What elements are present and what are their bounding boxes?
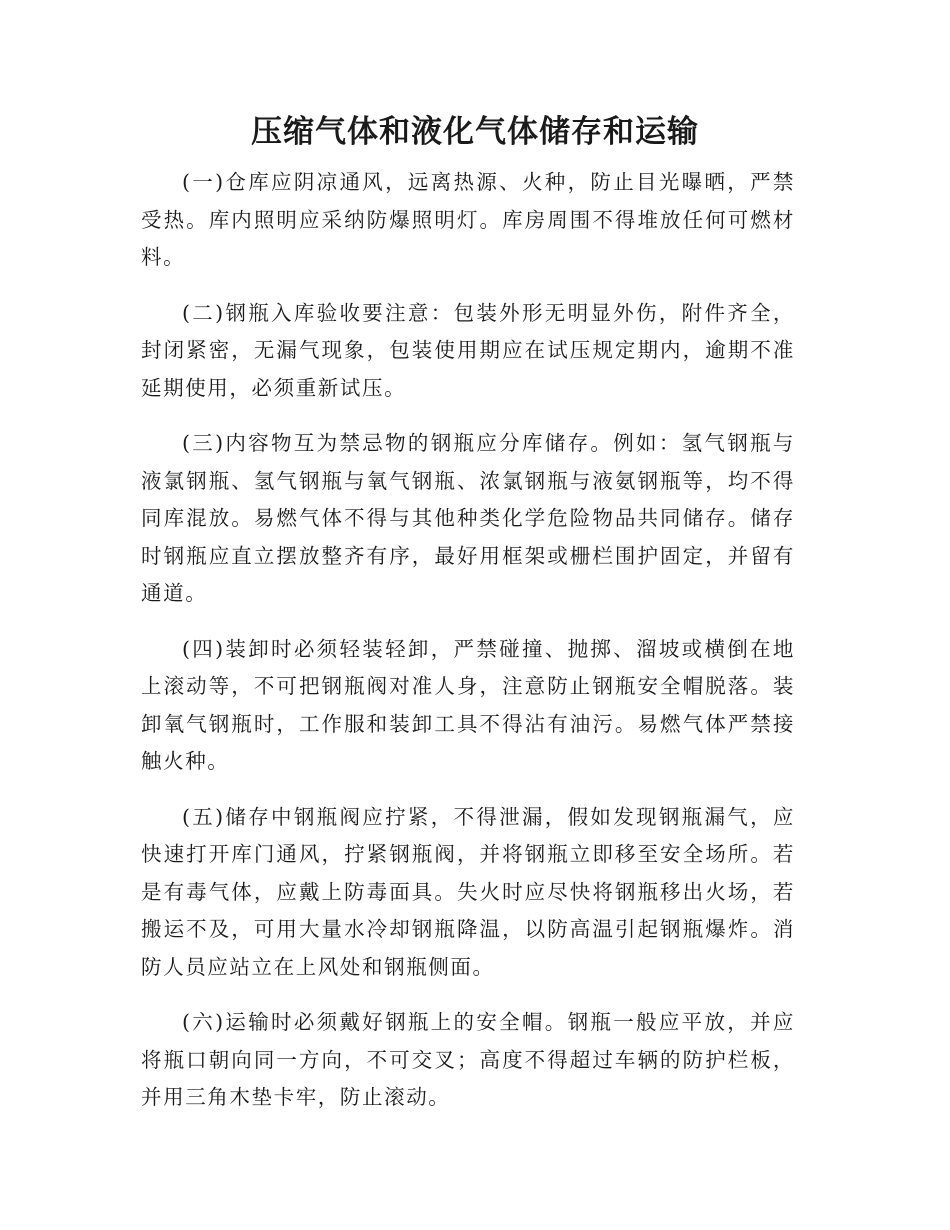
- paragraph-2: (二)钢瓶入库验收要注意：包装外形无明显外伤，附件齐全，封闭紧密，无漏气现象，包装使用期应在试压规定期内，逾期不准延期使用，必须重新试压。: [141, 300, 795, 400]
- paragraph-3: (三)内容物互为禁忌物的钢瓶应分库储存。例如：氢气钢瓶与液氯钢瓶、氢气钢瓶与氧气钢瓶、浓氯钢瓶与液氨钢瓶等，均不得同库混放。易燃气体不得与其他种类化学危险物品共同储存。储存时钢瓶应直立摆放整齐有序，最好用框架或栅栏围护固定，并留有通道。: [141, 431, 795, 605]
- paragraph-5: (五)储存中钢瓶阀应拧紧，不得泄漏，假如发现钢瓶漏气，应快速打开库门通风，拧紧钢瓶阀，并将钢瓶立即移至安全场所。若是有毒气体，应戴上防毒面具。失火时应尽快将钢瓶移出火场，若搬运不及，可用大量水冷却钢瓶降温，以防高温引起钢瓶爆炸。消防人员应站立在上风处和钢瓶侧面。: [141, 804, 795, 979]
- document-title: 压缩气体和液化气体储存和运输: [251, 114, 699, 150]
- document-body: [141, 164, 795, 1135]
- paragraph-4: (四)装卸时必须轻装轻卸，严禁碰撞、抛掷、溜坡或横倒在地上滚动等，不可把钢瓶阀对准人身，注意防止钢瓶安全帽脱落。装卸氧气钢瓶时，工作服和装卸工具不得沾有油污。易燃气体严禁接触火种。: [141, 636, 795, 773]
- paragraph-1: (一)仓库应阴凉通风，远离热源、火种，防止目光曝晒，严禁受热。库内照明应采纳防爆照明灯。库房周围不得堆放任何可燃材料。: [141, 170, 795, 269]
- paragraph-6: (六)运输时必须戴好钢瓶上的安全帽。钢瓶一般应平放，并应将瓶口朝向同一方向，不可交叉；高度不得超过车辆的防护栏板，并用三角木垫卡牢，防止滚动。: [141, 1010, 795, 1109]
